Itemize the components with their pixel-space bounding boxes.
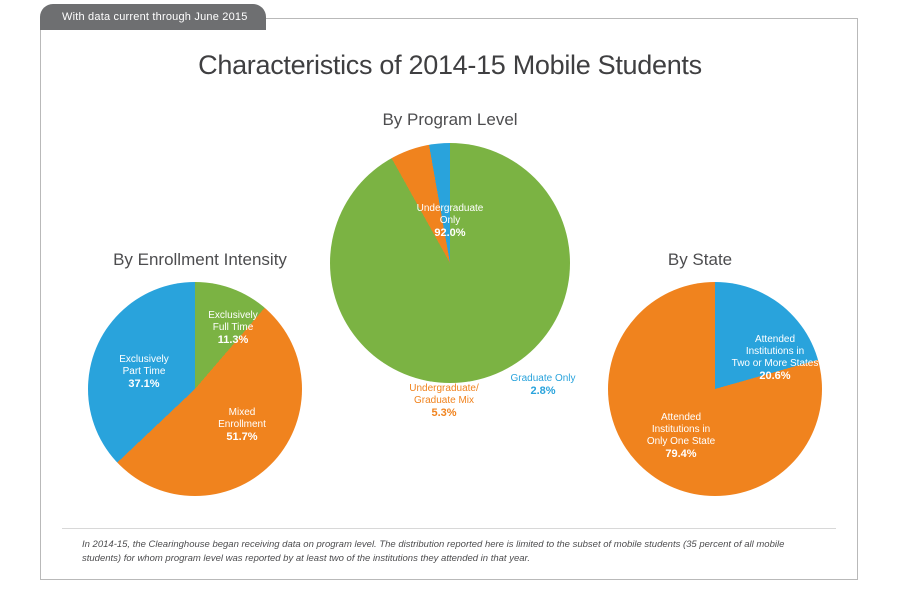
- chart-title-program-level: By Program Level: [382, 110, 518, 129]
- slice-label-undergraduate-only: Undergraduate Only 92.0%: [416, 203, 484, 239]
- data-currency-ribbon: [40, 4, 266, 30]
- pie-chart-by-state: [608, 282, 822, 496]
- slice-label-only-one-state: Attended Institutions in Only One State 79.4%: [646, 412, 716, 460]
- footnote-text: In 2014-15, the Clearinghouse began receiving data on program level. The distribution reported here is limited to the subset of mobile students (35 percent of all mobile students) for whom program level was reported by at least two of the institutions they attended in that year.: [82, 539, 785, 564]
- page-title: Characteristics of 2014-15 Mobile Students: [198, 50, 702, 80]
- slice-label-graduate-only: Graduate Only 2.8%: [510, 373, 576, 397]
- slice-label-undergraduate-graduate-mix: Undergraduate/ Graduate Mix 5.3%: [409, 383, 479, 419]
- pie-program-level-graphic: [330, 143, 570, 383]
- slice-label-mixed-enrollment: Mixed Enrollment 51.7%: [218, 407, 266, 443]
- pie-chart-enrollment-intensity: [88, 282, 302, 496]
- chart-title-by-state: By State: [667, 250, 733, 269]
- slice-label-exclusively-part-time: Exclusively Part Time 37.1%: [119, 354, 169, 390]
- pie-chart-program-level: [330, 143, 576, 419]
- slice-label-two-or-more-states: Attended Institutions in Two or More States 20.6%: [731, 334, 819, 382]
- pie-by-state-graphic: [608, 282, 822, 496]
- chart-title-enrollment-intensity: By Enrollment Intensity: [113, 250, 287, 269]
- footnote-divider: [62, 528, 836, 529]
- slice-label-exclusively-full-time: Exclusively Full Time 11.3%: [208, 310, 258, 346]
- data-currency-text: With data current through June 2015: [62, 11, 248, 23]
